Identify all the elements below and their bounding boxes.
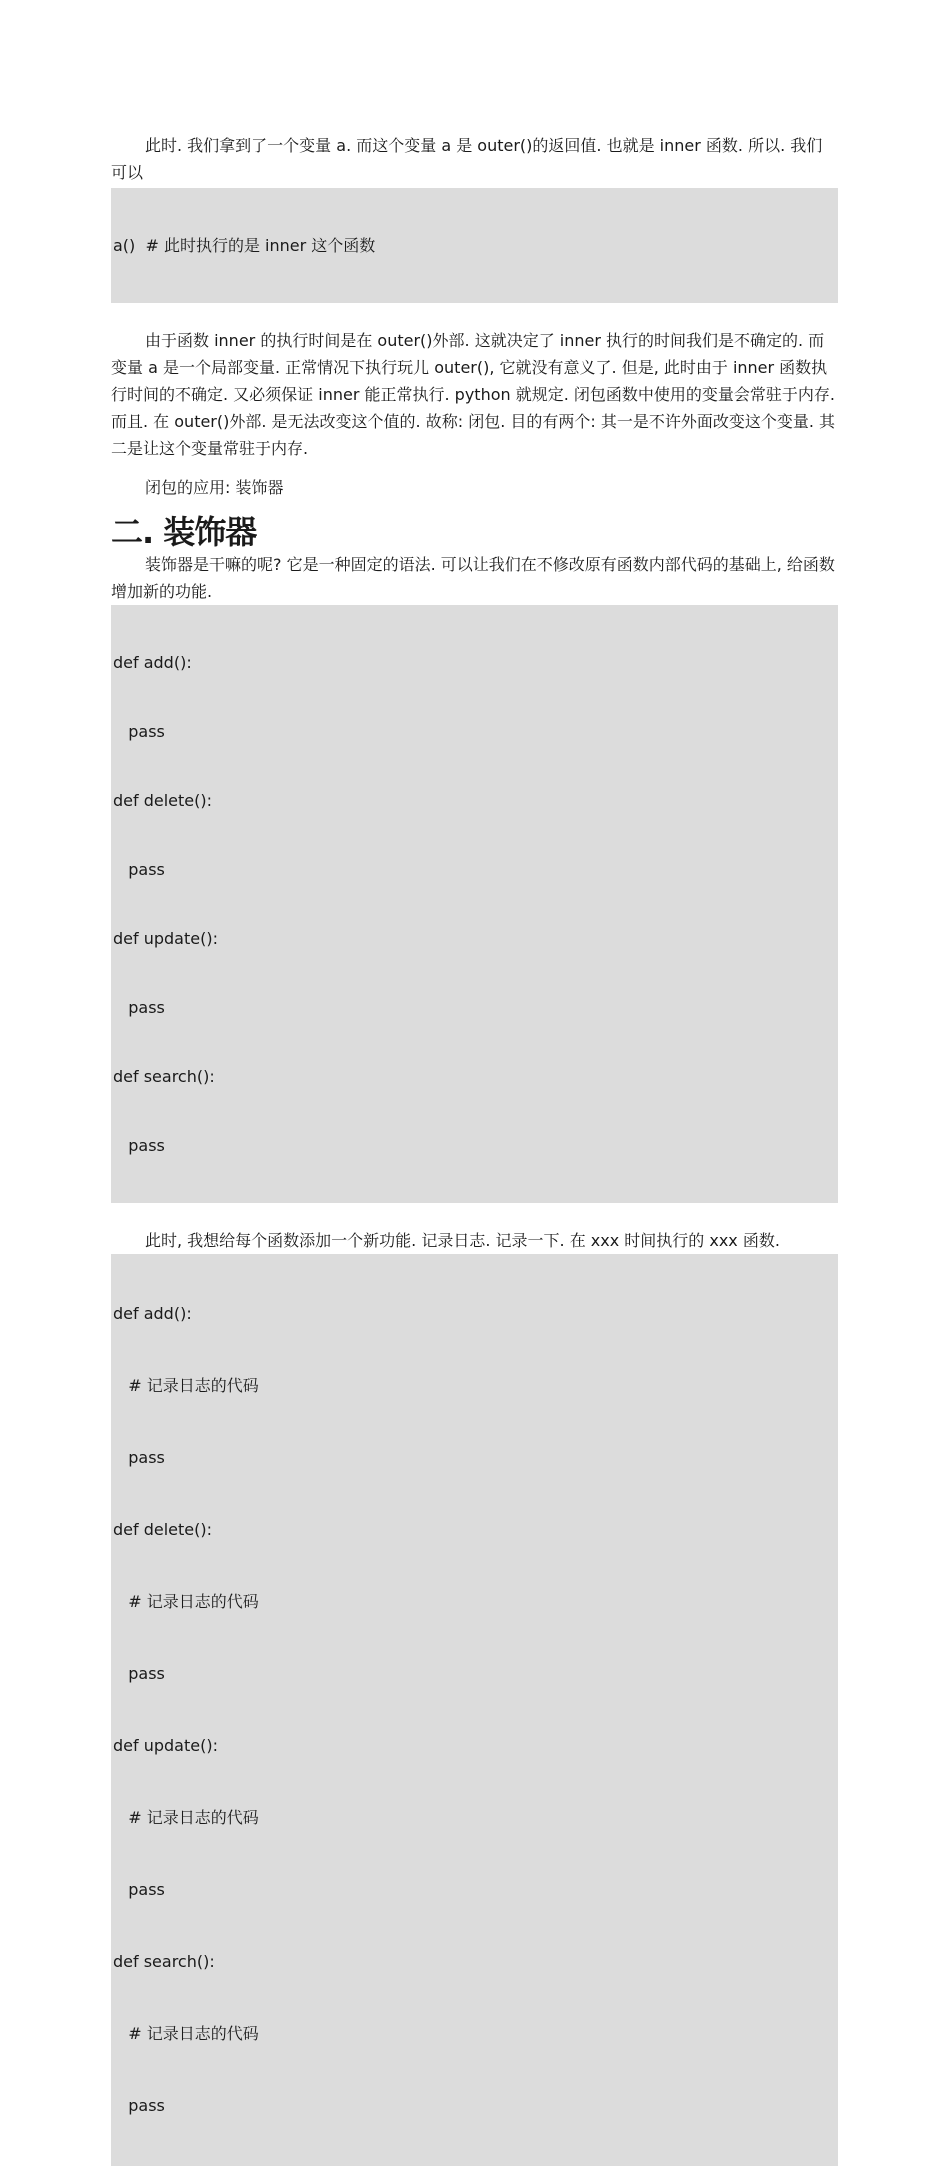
paragraph-closure-application: 闭包的应用: 装饰器 (145, 478, 284, 497)
code-line: def search(): (113, 1952, 215, 1971)
code-line: a() # 此时执行的是 inner 这个函数 (113, 236, 376, 255)
code-line: pass (113, 1448, 165, 1467)
code-line: pass (113, 860, 165, 879)
code-line: def search(): (113, 1067, 215, 1086)
code-line: def delete(): (113, 791, 212, 810)
code-line: # 记录日志的代码 (113, 1376, 259, 1395)
code-line: # 记录日志的代码 (113, 1592, 259, 1611)
code-line: def delete(): (113, 1520, 212, 1539)
code-block-call-inner (111, 188, 838, 303)
code-line: pass (113, 1664, 165, 1683)
document-page (111, 132, 838, 2166)
code-line: # 记录日志的代码 (113, 2024, 259, 2043)
paragraph-closure-explanation: 由于函数 inner 的执行时间是在 outer()外部. 这就决定了 inner 执行的时间我们是不确定的. 而变量 a 是一个局部变量. 正常情况下执行玩儿 outer(), 它就没有意义了. 但是, 此时由于 inner 函数执行时间的不确定. 又必须保证 inner 能正常执行. python 就规定. 闭包函数中使用的变量会常驻于内存. 而且. 在 outer()外部. 是无法改变这个值的. 故称: 闭包. 目的有两个: 其一是不许外面改变这个变量. 其二是让这个变量常驻于内存. (111, 331, 836, 458)
code-line: pass (113, 998, 165, 1017)
paragraph-closure-return: 此时. 我们拿到了一个变量 a. 而这个变量 a 是 outer()的返回值. 也就是 inner 函数. 所以. 我们可以 (111, 136, 823, 182)
code-block-functions (111, 605, 838, 1203)
paragraph-decorator-intro: 装饰器是干嘛的呢? 它是一种固定的语法. 可以让我们在不修改原有函数内部代码的基础上, 给函数增加新的功能. (111, 555, 835, 601)
code-line: def add(): (113, 1304, 192, 1323)
code-line: def add(): (113, 653, 192, 672)
code-line: # 记录日志的代码 (113, 1808, 259, 1827)
section-heading-decorator: 二. 装饰器 (111, 513, 257, 551)
code-line: pass (113, 1136, 165, 1155)
paragraph-add-logging: 此时, 我想给每个函数添加一个新功能. 记录日志. 记录一下. 在 xxx 时间执行的 xxx 函数. (145, 1231, 780, 1250)
code-line: pass (113, 722, 165, 741)
code-line: pass (113, 2096, 165, 2115)
code-block-functions-logging (111, 1254, 838, 2166)
code-line: def update(): (113, 929, 218, 948)
code-line: pass (113, 1880, 165, 1899)
code-line: def update(): (113, 1736, 218, 1755)
